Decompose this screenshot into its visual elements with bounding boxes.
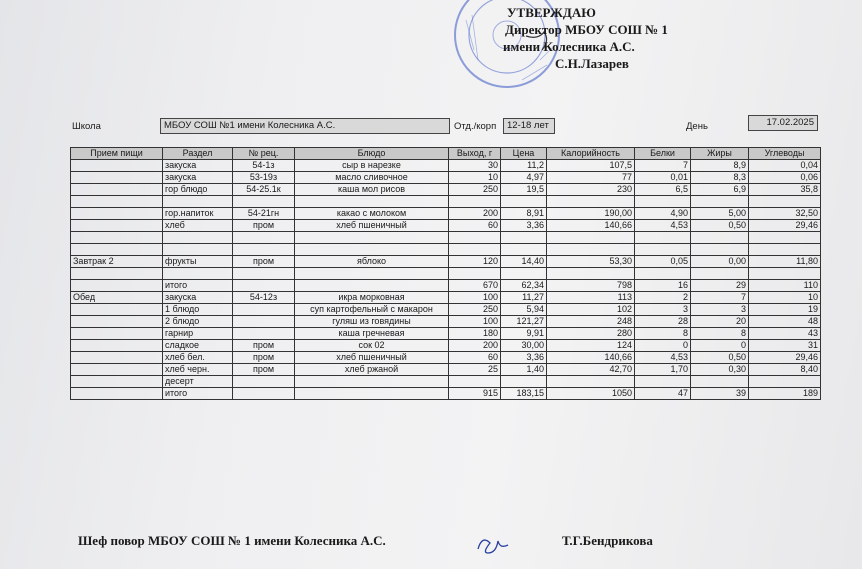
table-cell [295,376,449,388]
table-cell: 29,46 [749,220,821,232]
table-cell: 4,53 [635,352,691,364]
table-cell: 53-19з [233,172,295,184]
table-cell: сок 02 [295,340,449,352]
table-cell: 100 [449,292,501,304]
table-row [71,268,821,280]
table-cell [449,376,501,388]
table-cell: суп картофельный с макарон [295,304,449,316]
table-cell: 8,3 [691,172,749,184]
table-cell [501,232,547,244]
table-cell: 107,5 [547,160,635,172]
table-row [71,184,821,196]
table-cell [691,244,749,256]
table-cell: Завтрак 2 [71,256,163,268]
table-cell: 3 [691,304,749,316]
table-cell: 180 [449,328,501,340]
table-cell: итого [163,388,233,400]
table-cell: 670 [449,280,501,292]
table-cell: 5,00 [691,208,749,220]
table-cell: каша мол рисов [295,184,449,196]
table-row [71,196,821,208]
table-row [71,316,821,328]
table-cell: 1,40 [501,364,547,376]
table-cell [547,376,635,388]
table-cell [71,352,163,364]
table-cell [547,244,635,256]
table-cell: 200 [449,208,501,220]
table-cell: сыр в нарезке [295,160,449,172]
table-cell [71,340,163,352]
table-cell: 77 [547,172,635,184]
table-cell: 3,36 [501,352,547,364]
table-cell: Обед [71,292,163,304]
table-cell: 8 [691,328,749,340]
table-cell: 280 [547,328,635,340]
table-cell: 0,05 [635,256,691,268]
table-cell: 29 [691,280,749,292]
table-cell: 54-21гн [233,208,295,220]
table-cell [295,388,449,400]
table-cell: 915 [449,388,501,400]
handwritten-signature-icon [470,529,516,561]
approval-position-cont: имени Колесника А.С. [503,39,635,54]
table-cell: 20 [691,316,749,328]
chef-name: Т.Г.Бендрикова [562,533,653,548]
column-header: Прием пищи [71,148,163,160]
table-cell: 11,27 [501,292,547,304]
table-cell: 798 [547,280,635,292]
table-cell [71,232,163,244]
day-label: День [686,121,708,132]
table-cell: 113 [547,292,635,304]
table-cell: 6,9 [691,184,749,196]
table-cell [635,232,691,244]
table-cell [635,376,691,388]
table-cell [71,208,163,220]
table-cell: 190,00 [547,208,635,220]
table-cell: 10 [449,172,501,184]
table-cell [71,364,163,376]
table-cell: фрукты [163,256,233,268]
table-cell: 62,34 [501,280,547,292]
table-cell [71,388,163,400]
table-row [71,280,821,292]
table-cell [691,196,749,208]
column-header: Цена [501,148,547,160]
table-cell: 110 [749,280,821,292]
table-cell: масло сливочное [295,172,449,184]
table-cell [749,268,821,280]
menu-table [70,147,821,400]
table-cell: 100 [449,316,501,328]
table-cell: пром [233,220,295,232]
table-cell: 48 [749,316,821,328]
table-cell [71,268,163,280]
table-cell [691,268,749,280]
table-cell: 248 [547,316,635,328]
approval-block [495,4,668,72]
table-cell [233,328,295,340]
table-cell: хлеб черн. [163,364,233,376]
table-cell [163,232,233,244]
table-row [71,352,821,364]
table-row [71,364,821,376]
table-cell [233,376,295,388]
dept-value: 12-18 лет [503,118,555,134]
table-cell [71,316,163,328]
table-body [71,160,821,400]
table-cell: 53,30 [547,256,635,268]
table-cell [501,244,547,256]
table-cell [501,196,547,208]
table-row [71,160,821,172]
table-cell: 2 [635,292,691,304]
table-cell: пром [233,352,295,364]
table-cell: 39 [691,388,749,400]
table-cell: 8,9 [691,160,749,172]
table-cell [71,220,163,232]
table-cell: 230 [547,184,635,196]
table-cell [449,196,501,208]
table-header-row [71,148,821,160]
table-cell: 54-25.1к [233,184,295,196]
table-cell: 30 [449,160,501,172]
table-cell [501,268,547,280]
table-cell [71,160,163,172]
table-row [71,304,821,316]
table-cell: 16 [635,280,691,292]
table-row [71,376,821,388]
column-header: Углеводы [749,148,821,160]
table-cell [71,172,163,184]
school-label: Школа [72,121,101,132]
table-cell: 19,5 [501,184,547,196]
table-cell: пром [233,364,295,376]
table-row [71,388,821,400]
table-cell: 0,01 [635,172,691,184]
table-cell: 29,46 [749,352,821,364]
table-cell: 30,00 [501,340,547,352]
table-cell: 9,91 [501,328,547,340]
column-header: Блюдо [295,148,449,160]
table-row [71,208,821,220]
table-cell: закуска [163,292,233,304]
table-cell: гор блюдо [163,184,233,196]
table-cell [501,376,547,388]
table-cell: 0,04 [749,160,821,172]
table-cell: 11,80 [749,256,821,268]
table-cell [449,244,501,256]
day-value: 17.02.2025 [748,115,818,131]
table-cell [233,316,295,328]
table-cell: 200 [449,340,501,352]
table-cell [635,196,691,208]
table-cell: десерт [163,376,233,388]
table-cell: закуска [163,160,233,172]
table-cell [691,232,749,244]
table-row [71,328,821,340]
chef-label: Шеф повор МБОУ СОШ № 1 имени Колесника А.С. [78,533,386,548]
table-cell [71,376,163,388]
table-cell [295,196,449,208]
table-cell: пром [233,256,295,268]
table-cell [635,268,691,280]
table-cell: 0 [691,340,749,352]
table-cell: 4,53 [635,220,691,232]
table-cell: 120 [449,256,501,268]
table-cell: 10 [749,292,821,304]
table-cell [71,328,163,340]
table-cell [71,280,163,292]
table-cell: 2 блюдо [163,316,233,328]
table-cell: сладкое [163,340,233,352]
table-cell: 183,15 [501,388,547,400]
table-cell [749,376,821,388]
table-cell: итого [163,280,233,292]
table-cell: какао с молоком [295,208,449,220]
table-cell: 8,40 [749,364,821,376]
table-cell: 250 [449,304,501,316]
table-cell: хлеб бел. [163,352,233,364]
table-cell: 3,36 [501,220,547,232]
table-cell [295,268,449,280]
table-cell [547,232,635,244]
table-cell: 250 [449,184,501,196]
table-cell [295,244,449,256]
table-cell: каша гречневая [295,328,449,340]
table-cell: 1 блюдо [163,304,233,316]
school-value: МБОУ СОШ №1 имени Колесника А.С. [160,118,450,134]
table-cell: 47 [635,388,691,400]
table-cell [71,244,163,256]
table-cell: 0,30 [691,364,749,376]
table-cell: 0,50 [691,352,749,364]
table-cell [71,196,163,208]
table-cell: хлеб пшеничный [295,352,449,364]
table-cell: 140,66 [547,352,635,364]
table-cell: 0,50 [691,220,749,232]
table-cell: 4,90 [635,208,691,220]
table-cell: гуляш из говядины [295,316,449,328]
table-cell: 25 [449,364,501,376]
table-row [71,232,821,244]
table-cell: гор.напиток [163,208,233,220]
column-header: Белки [635,148,691,160]
table-cell: 32,50 [749,208,821,220]
table-cell [163,196,233,208]
table-cell: 14,40 [501,256,547,268]
table-cell: 54-1з [233,160,295,172]
table-cell [163,244,233,256]
table-row [71,340,821,352]
table-cell: 140,66 [547,220,635,232]
column-header: № рец. [233,148,295,160]
table-cell: 60 [449,220,501,232]
table-cell: 102 [547,304,635,316]
table-cell [635,244,691,256]
approval-signer: С.Н.Лазарев [555,56,629,71]
table-cell: 7 [635,160,691,172]
table-cell [233,280,295,292]
table-cell [233,268,295,280]
table-row [71,244,821,256]
table-cell: 0,00 [691,256,749,268]
table-cell [547,196,635,208]
table-cell [233,388,295,400]
table-cell [295,232,449,244]
table-cell: 6,5 [635,184,691,196]
table-cell: 43 [749,328,821,340]
table-cell: 1050 [547,388,635,400]
table-cell [71,304,163,316]
approval-title: УТВЕРЖДАЮ [507,5,596,20]
table-cell: 60 [449,352,501,364]
table-cell: 3 [635,304,691,316]
table-cell [233,232,295,244]
table-cell: пром [233,340,295,352]
table-cell: 124 [547,340,635,352]
table-cell: 35,8 [749,184,821,196]
column-header: Жиры [691,148,749,160]
table-cell: 7 [691,292,749,304]
table-cell [163,268,233,280]
table-row [71,256,821,268]
table-cell: хлеб [163,220,233,232]
table-cell [691,376,749,388]
table-row [71,220,821,232]
table-cell [233,196,295,208]
table-cell: хлеб пшеничный [295,220,449,232]
table-cell: 5,94 [501,304,547,316]
column-header: Калорийность [547,148,635,160]
table-cell: 8,91 [501,208,547,220]
column-header: Раздел [163,148,233,160]
table-cell: хлеб ржаной [295,364,449,376]
column-header: Выход, г [449,148,501,160]
table-cell: 11,2 [501,160,547,172]
table-cell: 189 [749,388,821,400]
table-cell [233,304,295,316]
table-cell: закуска [163,172,233,184]
table-cell: 54-12з [233,292,295,304]
table-cell: 1,70 [635,364,691,376]
table-cell [449,268,501,280]
table-cell: гарнир [163,328,233,340]
table-cell [547,268,635,280]
table-cell [295,280,449,292]
table-cell [749,232,821,244]
table-cell [449,232,501,244]
table-cell: 42,70 [547,364,635,376]
table-cell: 8 [635,328,691,340]
table-cell: 28 [635,316,691,328]
table-cell [749,244,821,256]
table-cell: 19 [749,304,821,316]
table-cell: 0,06 [749,172,821,184]
approval-position: Директор МБОУ СОШ № 1 [505,22,668,37]
dept-label: Отд./корп [454,121,497,132]
table-row [71,292,821,304]
table-cell: яблоко [295,256,449,268]
table-cell: икра морковная [295,292,449,304]
table-row [71,172,821,184]
table-cell [71,184,163,196]
table-cell [233,244,295,256]
table-cell: 0 [635,340,691,352]
table-cell [749,196,821,208]
table-cell: 121,27 [501,316,547,328]
table-cell: 31 [749,340,821,352]
table-cell: 4,97 [501,172,547,184]
